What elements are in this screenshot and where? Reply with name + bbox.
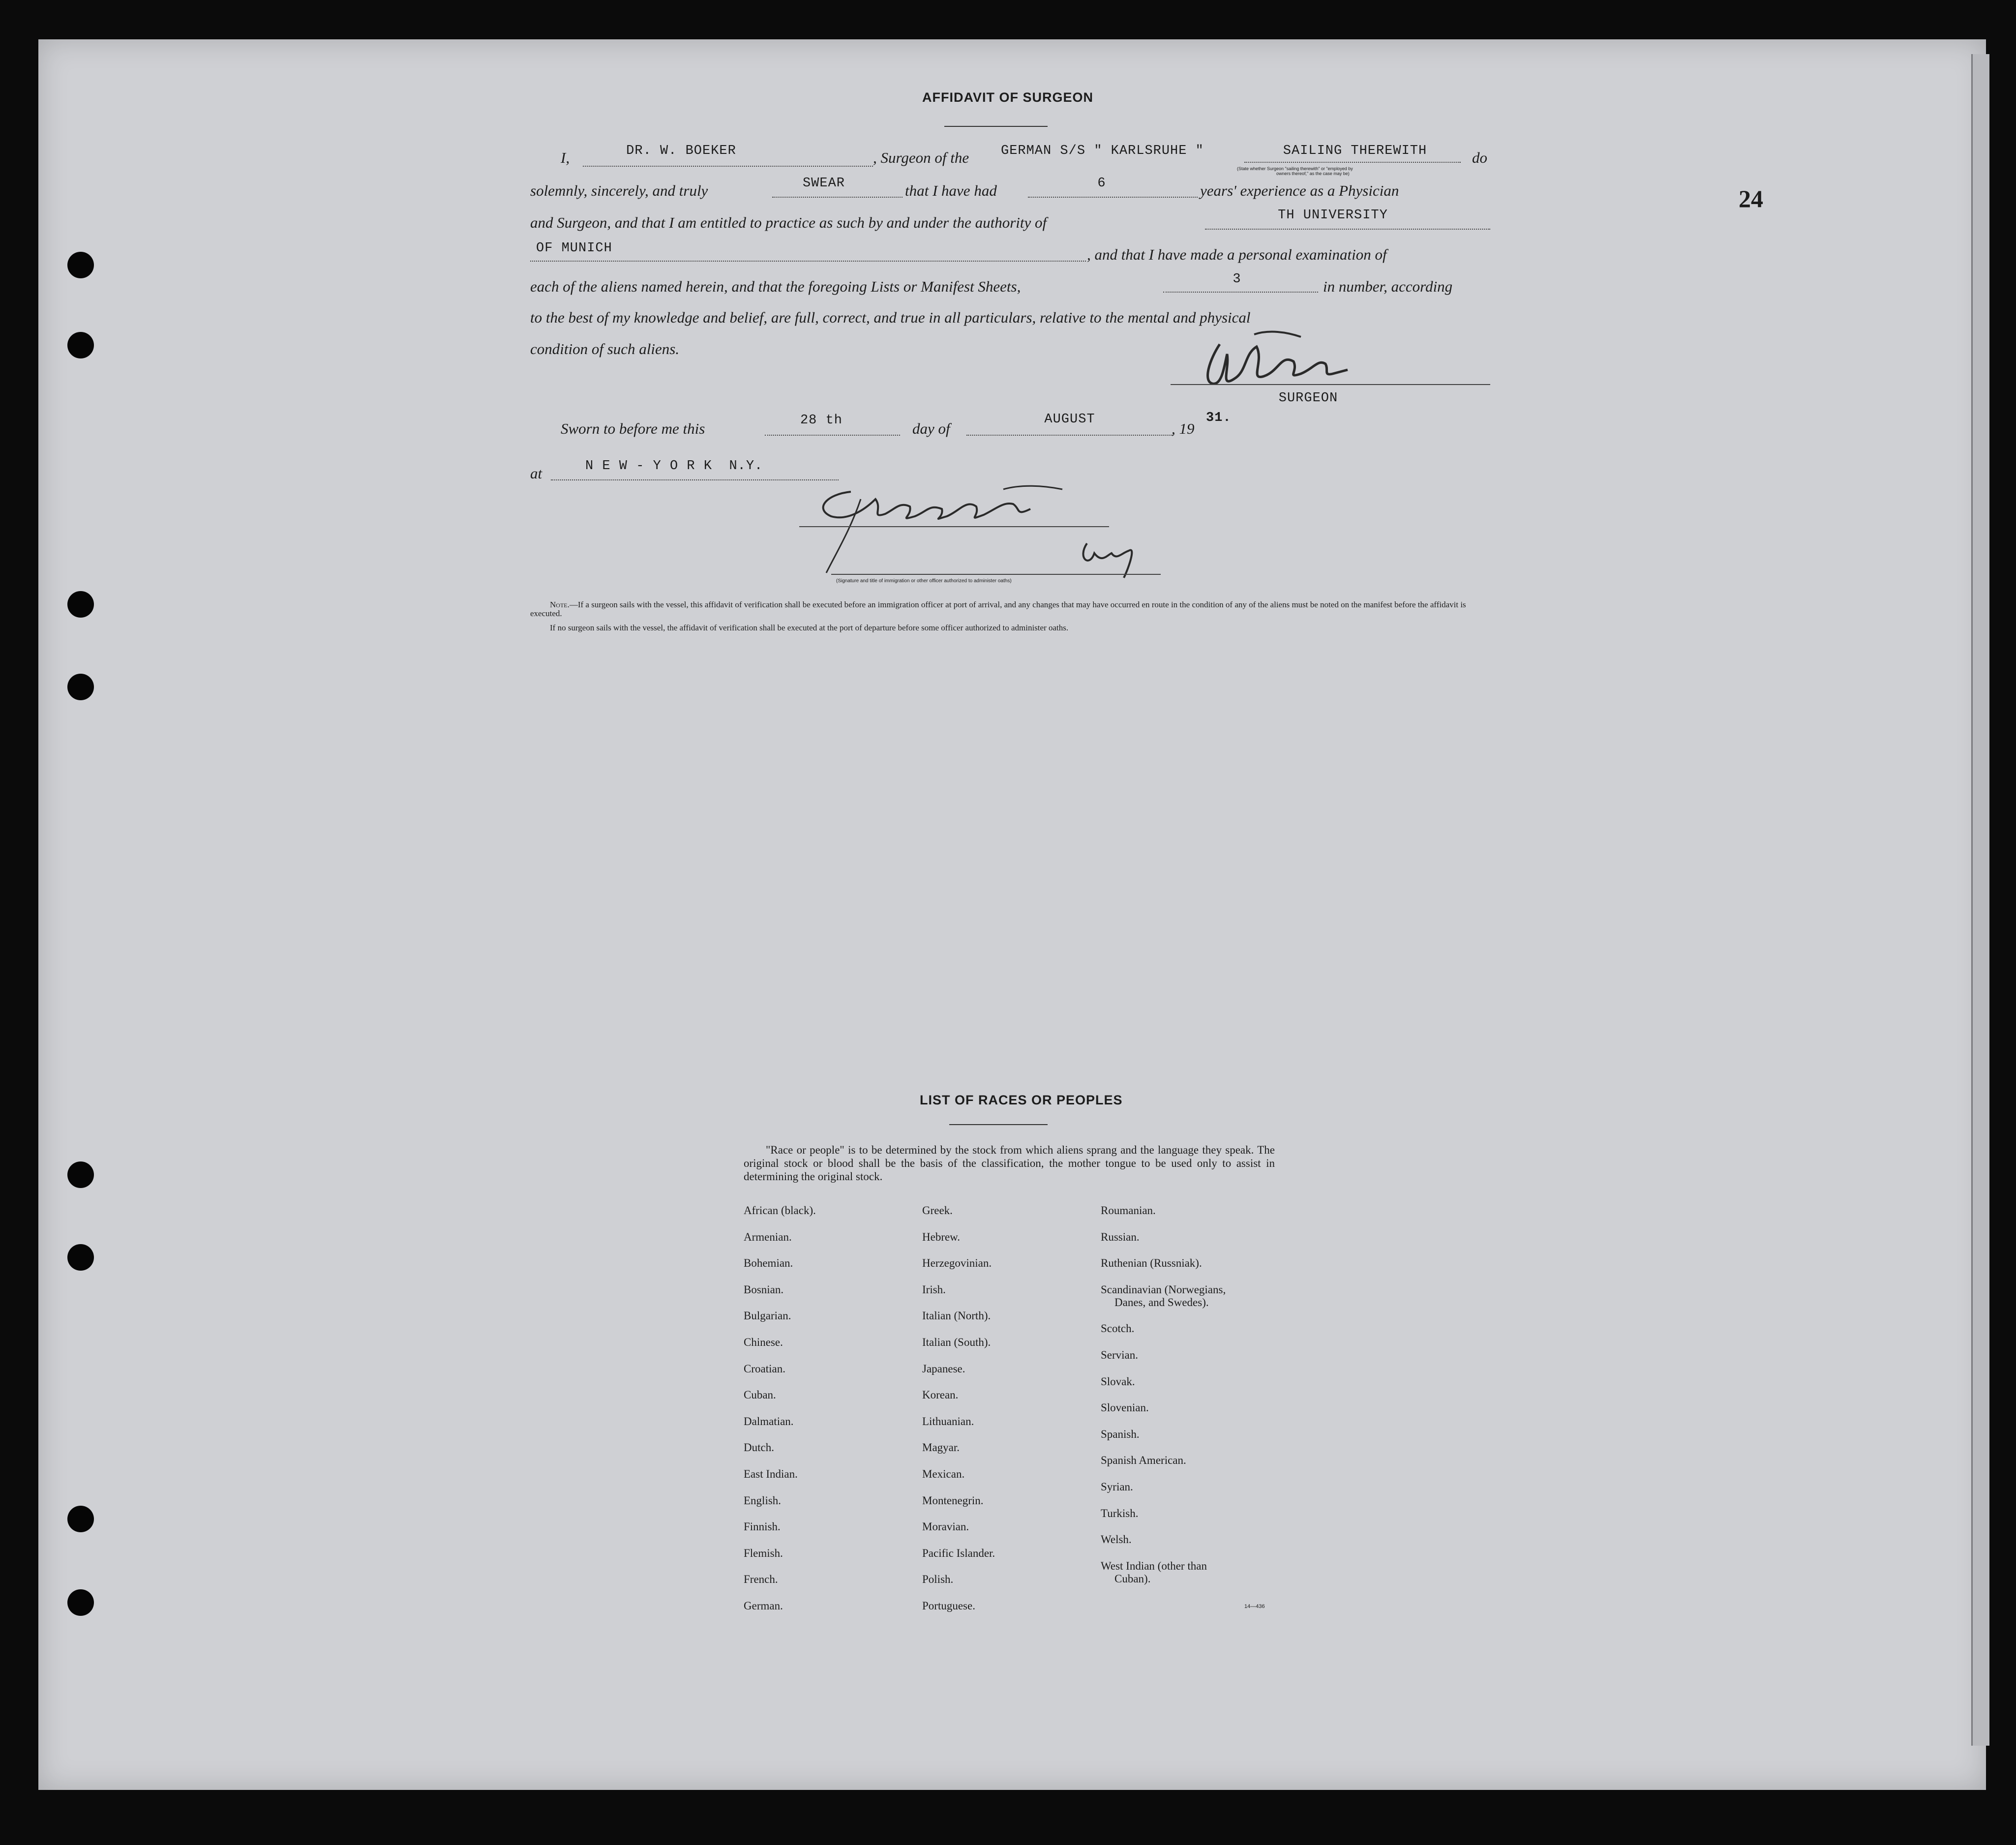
surgeon-name-field: DR. W. BOEKER (626, 144, 736, 158)
race-item: Greek. (922, 1204, 953, 1217)
signature-line (1171, 384, 1490, 385)
to-the-best-label: to the best of my knowledge and belief, are full, correct, and true in all particulars, relative to the mental and physical (530, 309, 1251, 326)
in-number-label: in number, according (1323, 278, 1453, 295)
race-item: Slovenian. (1101, 1401, 1149, 1414)
race-item: Roumanian. (1101, 1204, 1156, 1217)
note-text-2: If no surgeon sails with the vessel, the affidavit of verification shall be executed at the port of departure before some officer authorized to administer oaths. (550, 623, 1069, 632)
race-item: Croatian. (744, 1362, 785, 1375)
race-item: African (black). (744, 1204, 816, 1217)
year-prefix: , 19 (1172, 420, 1195, 437)
race-item: Spanish. (1101, 1428, 1140, 1440)
race-item: Ruthenian (Russniak). (1101, 1257, 1202, 1270)
races-intro: "Race or people" is to be determined by the stock from which aliens sprang and the language they speak. The original stock or blood shall be the basis of the classification, the mother tongue to be used only to assist in determining the original stock. (744, 1144, 1275, 1183)
personal-exam-label: , and that I have made a personal examination of (1087, 246, 1387, 263)
race-item: Lithuanian. (922, 1415, 974, 1428)
race-item: Magyar. (922, 1441, 960, 1454)
word-I: I, (561, 149, 570, 166)
day-underline (765, 435, 900, 436)
officer-signature (797, 479, 1180, 583)
punch-hole (67, 591, 94, 618)
authority-underline-2 (530, 261, 1086, 262)
punch-hole (67, 1244, 94, 1271)
title-rule (944, 126, 1048, 127)
race-item: Finnish. (744, 1520, 781, 1533)
race-item: Dalmatian. (744, 1415, 794, 1428)
day-of-label: day of (912, 420, 950, 437)
race-item: Montenegrin. (922, 1494, 984, 1507)
race-item: Portuguese. (922, 1600, 975, 1612)
note-text-1: —If a surgeon sails with the vessel, this affidavit of verification shall be executed before an immigration officer at port of arrival, and any changes that may have occurred en route in the condition of any of the aliens must be noted on the manifest before the affidavit is executed. (530, 600, 1466, 618)
authority-underline (1205, 229, 1490, 230)
race-item: Welsh. (1101, 1533, 1132, 1546)
punch-hole (67, 1506, 94, 1532)
month-field: AUGUST (1044, 412, 1095, 427)
punch-hole (67, 674, 94, 700)
races-title: LIST OF RACES OR PEOPLES (920, 1093, 1123, 1107)
note-head: Note. (550, 600, 570, 609)
form-number: 14—436 (1244, 1604, 1265, 1609)
each-of-aliens-label: each of the aliens named herein, and that the foregoing Lists or Manifest Sheets, (530, 278, 1021, 295)
surgeon-signature (1200, 325, 1377, 393)
race-item: West Indian (other than (1101, 1559, 1207, 1572)
race-item: Dutch. (744, 1441, 774, 1454)
month-underline (966, 435, 1173, 436)
race-item: English. (744, 1494, 782, 1507)
race-item: Scandinavian (Norwegians, (1101, 1283, 1226, 1296)
race-item: Mexican. (922, 1468, 965, 1480)
race-item: Pacific Islander. (922, 1547, 995, 1559)
document-page (38, 39, 1986, 1790)
years-field: 6 (1097, 176, 1106, 191)
race-item: Cuban). (1114, 1572, 1151, 1585)
race-item: Herzegovinian. (922, 1257, 992, 1270)
place-field: N E W - Y O R K N.Y. (585, 459, 763, 474)
status-underline (1244, 162, 1461, 163)
race-item: Bulgarian. (744, 1309, 791, 1322)
sheets-underline (1163, 292, 1318, 293)
race-item: Armenian. (744, 1230, 792, 1243)
that-i-have-had-label: that I have had (905, 182, 997, 199)
race-item: Japanese. (922, 1362, 965, 1375)
punch-hole (67, 332, 94, 358)
race-item: Turkish. (1101, 1507, 1139, 1519)
race-item: Irish. (922, 1283, 946, 1296)
place-underline (551, 479, 839, 480)
race-item: Korean. (922, 1389, 959, 1401)
race-item: Bohemian. (744, 1257, 793, 1270)
race-item: Chinese. (744, 1336, 783, 1348)
officer-line-2 (831, 574, 1161, 575)
race-item: Spanish American. (1101, 1454, 1186, 1467)
sailing-status-field: SAILING THEREWITH (1283, 144, 1427, 158)
condition-label: condition of such aliens. (530, 340, 680, 357)
authority-field-1: TH UNIVERSITY (1278, 208, 1388, 223)
race-item: German. (744, 1600, 783, 1612)
day-field: 28 th (800, 413, 843, 428)
race-item: Flemish. (744, 1547, 783, 1559)
races-title-rule (949, 1124, 1048, 1125)
year-field: 31. (1206, 411, 1232, 425)
status-hint-1: (State whether Surgeon "sailing therewith" or "employed by (1237, 166, 1353, 171)
race-item: Cuban. (744, 1389, 776, 1401)
sheet-count-field: 3 (1233, 272, 1241, 287)
race-item: Servian. (1101, 1349, 1139, 1361)
punch-hole (67, 252, 94, 278)
word-do: do (1472, 149, 1487, 166)
affidavit-title: AFFIDAVIT OF SURGEON (922, 90, 1093, 105)
page-number: 24 (1739, 185, 1763, 212)
race-item: East Indian. (744, 1468, 798, 1480)
race-item: Danes, and Swedes). (1114, 1296, 1209, 1309)
race-item: Syrian. (1101, 1481, 1133, 1493)
race-item: Russian. (1101, 1230, 1140, 1243)
race-item: Polish. (922, 1573, 954, 1586)
race-item: Bosnian. (744, 1283, 784, 1296)
surgeon-of-the-label: , Surgeon of the (873, 149, 969, 166)
page-edge-strip (1971, 54, 1989, 1746)
years-experience-label: years' experience as a Physician (1200, 182, 1399, 199)
officer-line-1 (799, 526, 1109, 527)
authority-field-2: OF MUNICH (536, 241, 612, 256)
surgeon-label: SURGEON (1278, 391, 1338, 406)
vessel-field: GERMAN S/S " KARLSRUHE " (1001, 144, 1204, 158)
status-hint-2: owners thereof," as the case may be) (1276, 171, 1350, 176)
and-surgeon-label: and Surgeon, and that I am entitled to practice as such by and under the authority of (530, 214, 1047, 231)
race-item: Scotch. (1101, 1322, 1135, 1335)
oath-field: SWEAR (802, 176, 845, 191)
years-underline (1028, 197, 1198, 198)
oath-underline (772, 197, 903, 198)
punch-hole (67, 1161, 94, 1188)
race-item: Italian (South). (922, 1336, 991, 1348)
sworn-label: Sworn to before me this (561, 420, 705, 437)
race-item: Hebrew. (922, 1230, 961, 1243)
affidavit-note (530, 600, 1494, 618)
punch-hole (67, 1589, 94, 1616)
solemnly-label: solemnly, sincerely, and truly (530, 182, 708, 199)
race-item: Slovak. (1101, 1375, 1135, 1388)
race-item: Moravian. (922, 1520, 969, 1533)
at-label: at (530, 465, 542, 482)
name-underline (583, 166, 873, 167)
officer-caption: (Signature and title of immigration or other officer authorized to administer oaths) (836, 578, 1012, 584)
race-item: Italian (North). (922, 1309, 991, 1322)
race-item: French. (744, 1573, 778, 1586)
